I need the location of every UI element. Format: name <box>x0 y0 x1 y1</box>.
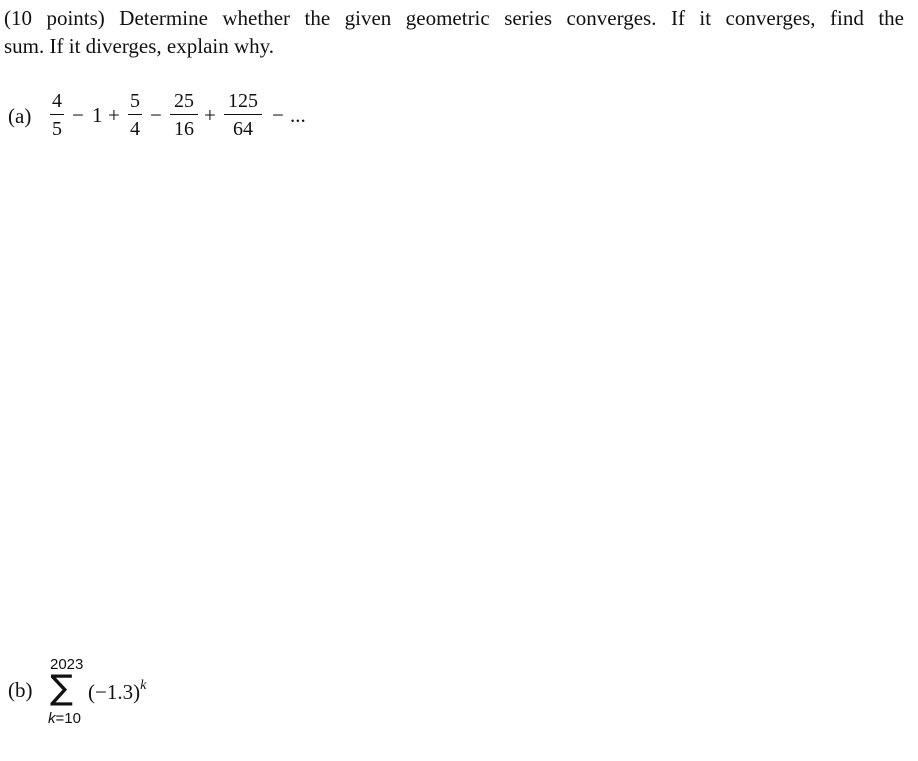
ellipsis: ... <box>290 103 306 127</box>
fraction-25-16 <box>170 90 198 140</box>
fraction-bar <box>224 114 262 115</box>
part-a-label: (a) <box>8 104 32 128</box>
fraction-numerator: 25 <box>174 90 194 112</box>
problem-line-1: (10 points) Determine whether the given geometric series converges. If it converges, find the <box>4 6 904 30</box>
fraction-bar <box>50 114 64 115</box>
fraction-denominator: 16 <box>174 118 194 141</box>
fraction-numerator: 4 <box>52 90 62 112</box>
fraction-bar <box>128 114 142 115</box>
fraction-5-4 <box>128 90 142 140</box>
problem-statement <box>4 4 904 60</box>
minus-sign: − <box>72 103 84 127</box>
fraction-4-5 <box>50 90 64 140</box>
fraction-denominator: 4 <box>130 118 140 141</box>
sum-upper-limit: 2023 <box>50 656 84 673</box>
summation-sigma: ∑ <box>50 668 73 708</box>
plus-sign: + <box>108 103 120 127</box>
minus-sign: − <box>150 103 162 127</box>
fraction-bar <box>170 114 198 115</box>
part-a <box>8 86 408 156</box>
summand <box>88 678 146 705</box>
fraction-denominator: 64 <box>233 118 253 141</box>
summand-base: (−1.3) <box>88 680 141 704</box>
summand-exponent: k <box>140 678 147 693</box>
sum-lower-value: =10 <box>55 710 81 727</box>
fraction-125-64 <box>224 90 262 140</box>
fraction-denominator: 5 <box>52 118 62 141</box>
problem-line-2: sum. If it diverges, explain why. <box>4 34 275 58</box>
plus-sign: + <box>204 103 216 127</box>
fraction-numerator: 5 <box>130 90 140 112</box>
minus-sign: − <box>272 103 284 127</box>
sum-lower-limit <box>48 710 81 727</box>
part-b-label: (b) <box>8 678 33 702</box>
fraction-numerator: 125 <box>228 90 258 112</box>
term-one: 1 <box>92 103 103 127</box>
sum-index-variable: k <box>48 710 56 727</box>
part-b <box>8 650 308 740</box>
